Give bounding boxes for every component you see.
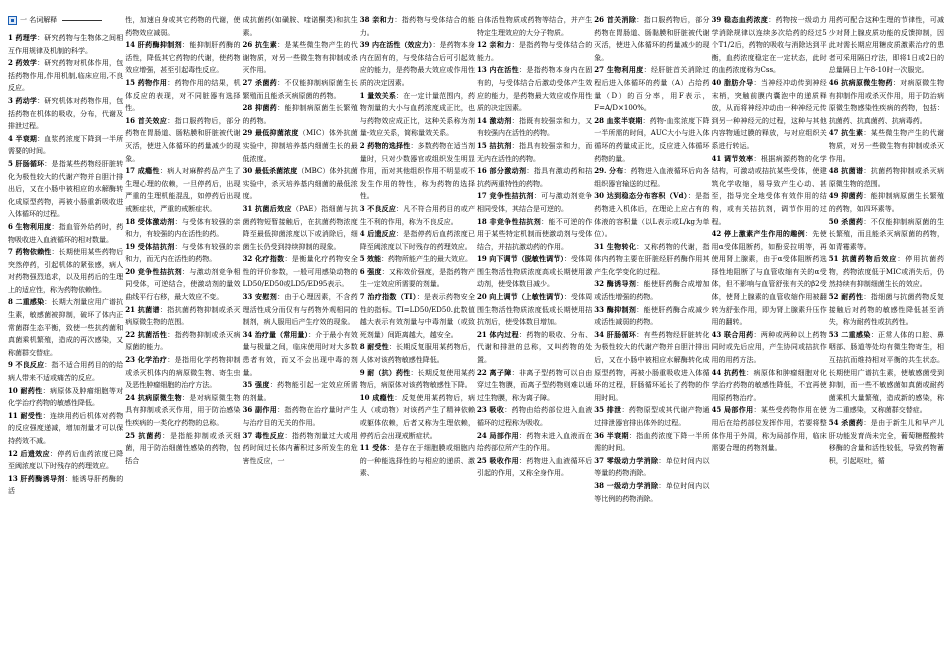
definition-entry xyxy=(360,228,475,253)
definition-term: 31 生物转化 xyxy=(594,241,637,251)
definition-term: 33 酶抑制剂 xyxy=(594,304,637,314)
definition-entry xyxy=(477,190,592,215)
definition-term: 27 杀菌药 xyxy=(242,77,278,87)
definition-entry xyxy=(8,133,123,158)
definition-entry xyxy=(125,77,240,115)
definition-entry xyxy=(243,102,358,127)
definition-term: 28 血浆半衰期 xyxy=(594,115,643,125)
definition-entry xyxy=(829,127,944,165)
definition-text: ：能使肝药酶合成增加或活性增强的药物。 xyxy=(594,280,710,302)
definition-entry xyxy=(243,14,358,39)
definition-entry xyxy=(477,14,592,39)
definition-text: ：能不可逆的作用于某些特定机制而使激动剂与受体结合，并拮抗激动药的作用。 xyxy=(477,217,593,251)
definition-entry xyxy=(360,90,475,140)
definition-entry xyxy=(125,14,240,39)
definition-text: ：能抑制病原菌生长繁殖的药物，如四环素等。 xyxy=(828,192,944,213)
definition-text: 成抗菌药(如磺胺、喹诺酮类)和抗生素。 xyxy=(242,16,358,37)
definition-term: 8 耐受性 xyxy=(359,342,389,352)
definition-text: ：研究药物与生物体之间相互作用规律及机制的科学。 xyxy=(8,34,124,55)
definition-text: ：受体周围生物活性物质浓度低或长期使用拮抗剂后，使受体数目增加。 xyxy=(477,293,593,327)
definition-text: ：与受体有较强的亲和力，而无内在活性的药物。 xyxy=(125,242,241,264)
definition-term: 7 药物依赖性 xyxy=(8,247,52,257)
definition-text: ：反复使用某药物后，病人（或动物）对该药产生了精神依赖或躯体依赖，后者又称为生理依赖，停药后会出现戒断症状。 xyxy=(359,393,475,440)
definition-term: 30 达到稳态分布容积（Vd） xyxy=(594,191,688,201)
definition-term: 19 向下调节（脱敏性调节） xyxy=(477,254,564,264)
definition-term: 18 非竞争性拮抗剂 xyxy=(477,216,542,226)
definition-text: 自体活性物质或药物等结合，并产生特定生理效应的大分子物质。 xyxy=(477,16,593,37)
definition-entry xyxy=(829,329,944,417)
definition-entry xyxy=(360,140,475,203)
definition-term: 9 耐（抗）药性 xyxy=(359,367,411,377)
definition-text: ：受体周围生物活性物质浓度高或长期使用激动剂，使受体数目减少。 xyxy=(477,255,593,289)
definition-text: ：药物所能产生的最大效应。 xyxy=(381,255,473,264)
definition-entry xyxy=(8,57,123,95)
definition-entry xyxy=(829,216,944,254)
definition-text: ：经肝脏首关消除过程后进入体循环的药量（A）占给药量（D）的百分率，用F表示，F=A/D×100%。 xyxy=(594,66,710,113)
definition-text: ：是衡量化疗药物安全性的评价参数，一般可用感染动物的LD50/ED50或LD5/ED95表示。 xyxy=(242,255,358,289)
definition-text: ：指口服药物后，部分药物在胃肠道、肠粘膜和肝脏被代谢灭活，使进入体循环的药量减少的现象。 xyxy=(125,116,241,163)
definition-entry xyxy=(243,203,358,253)
definition-text: ：长期反复服用某药物后，人体对该药物敏感性降低。 xyxy=(359,343,475,365)
definition-entry xyxy=(243,379,358,404)
definition-entry xyxy=(360,442,475,480)
definition-entry xyxy=(477,64,592,114)
definition-entry xyxy=(360,266,475,291)
definition-term: 16 部分激动剂 xyxy=(477,166,527,176)
definition-text: ：单位时间内以等量的药物消除。 xyxy=(594,456,710,478)
definition-term: 53 二重感染 xyxy=(828,329,871,339)
definition-term: 44 抗药性 xyxy=(711,367,747,377)
definition-text: ：能诱导肝药酶的活 xyxy=(8,474,124,496)
definition-text: ：多数药物在适当剂量时，只对少数器官或组织发生明显作用，而对其他组织作用不明显或不发生作用的特性，称为药物的选择性。 xyxy=(359,141,475,201)
definition-text: ：药物未进入血液而在给药部位所产生的作用。 xyxy=(477,431,593,453)
text-column xyxy=(829,14,944,672)
definition-entry xyxy=(829,165,944,190)
definition-entry xyxy=(594,480,709,505)
definition-term: 25 抗菌药 xyxy=(125,430,163,440)
definition-term: 13 肝药酶诱导剂 xyxy=(8,473,65,483)
definition-entry xyxy=(477,455,592,480)
definition-entry xyxy=(8,158,123,221)
definition-text: ：药物作用的结果，机体反应的表现，对不同脏器有选择性。 xyxy=(125,78,241,113)
definition-text: ：研究药物对机体作用，包括药物作用,作用机制,临床应用,不良反应。 xyxy=(8,59,124,93)
definition-entry xyxy=(243,329,358,379)
definition-text: ：非离子型药物可以自由穿过生物膜，而离子型药物则难以通过生物膜，称为离子障。 xyxy=(477,368,593,402)
definition-text: ：是对病原微生物具有抑制或杀灭作用，用于防治感染性疾病的一类化疗药物的总称。 xyxy=(125,393,241,427)
definition-text: ：指具有较强亲和力，而无内在活性的药物。 xyxy=(477,141,593,163)
definition-text: ：不仅能抑制病原菌生长繁殖而且能杀灭病原菌的药物。 xyxy=(242,78,358,100)
definition-text: ：能使肝药酶合成减少或活性减弱的药物。 xyxy=(594,305,710,327)
definition-text: ：是指药物与受体结合的能力。 xyxy=(477,41,593,62)
text-column xyxy=(594,14,709,672)
definition-text: ：药物-血浆浓度下降一半所需的时间，AUC大小与进入体循环的药量成正比，反应进入体循环药物的量。 xyxy=(594,116,710,163)
definition-entry xyxy=(594,278,709,303)
definition-term: 32 酶诱导剂 xyxy=(594,279,637,289)
definition-entry xyxy=(125,266,240,304)
definition-entry xyxy=(8,95,123,133)
definition-text: ：药物原型或其代谢产物通过排泄器官排出体外的过程。 xyxy=(594,406,710,427)
definition-term: 10 耐药性 xyxy=(8,385,43,395)
text-column xyxy=(477,14,592,672)
definition-term: 52 耐药性 xyxy=(828,292,864,302)
definition-text: ：指细菌与抗菌药物反复接触后对药物的敏感性降低甚至消失，称为耐药性或抗药性。 xyxy=(828,293,944,327)
definition-entry xyxy=(594,241,709,279)
definition-term: 11 耐受性 xyxy=(8,410,43,420)
definition-term: 21 体内过程 xyxy=(477,329,519,339)
definition-term: 10 成瘾性 xyxy=(359,392,395,402)
definition-entry xyxy=(360,392,475,442)
definition-term: 15 药物作用 xyxy=(125,77,168,87)
definition-text: ：药物按一级动力学消除规律以连续多次给药的经过5个T1/2后，药物的吸收与消除达到平衡，血药浓度稳定在一定状态，此时的血药浓度称为Css。 xyxy=(711,16,827,75)
definition-text: ：连续用药后机体对药物的反应强度递减，增加剂量才可以保持药效不减。 xyxy=(8,411,124,445)
definition-term: 34 肝肠循环 xyxy=(594,329,637,339)
definition-term: 35 排泄 xyxy=(594,405,622,415)
definition-term: 5 效能 xyxy=(359,254,382,264)
definition-term: 46 抗病原微生物药 xyxy=(828,77,893,87)
text-column xyxy=(125,14,240,672)
definition-text: ：能抑制病原菌生长繁殖的药物。 xyxy=(242,104,358,125)
definition-term: 3 药动学 xyxy=(8,95,38,105)
definition-text: ：又称药物的代谢，指体内药物主要在肝脏经肝药酶作用其产生化学变化的过程。 xyxy=(594,242,710,276)
definition-entry xyxy=(125,241,240,266)
definition-term: 24 局部作用 xyxy=(477,430,519,440)
definition-term: 20 竞争性拮抗剂 xyxy=(125,266,182,276)
definition-entry xyxy=(829,190,944,215)
definition-term: 34 治疗量（常用量） xyxy=(242,329,309,339)
definition-text: ：是某些微生物产生的代谢物质，对另一些微生物有抑制或杀灭作用。 xyxy=(242,41,358,75)
definition-term: 41 调节效率 xyxy=(711,153,754,163)
definition-text: ：在一定计量范围内，药物剂量的大小与血药浓度成正比，也与药物效应成正比，这种关系称为剂量-效应关系，简称量效关系。 xyxy=(359,91,475,138)
definition-term: 27 生物利用度 xyxy=(594,65,644,75)
definition-text: ：是药物本身内在固有的，与受体结合后可引起效应的能力，是药物最大效应或作用性质的决定因素。 xyxy=(359,41,475,87)
definition-term: 7 治疗指数（TI） xyxy=(359,292,417,302)
definition-entry xyxy=(243,404,358,429)
definition-entry xyxy=(712,228,827,329)
heading-underline xyxy=(62,20,102,21)
definition-entry xyxy=(829,14,944,77)
definition-text: ：病原体和肿瘤细胞对化学治疗药物的敏感性降低，不宜再使用原药物治疗。 xyxy=(711,368,827,402)
definition-text: ：指抗菌药物抑制或杀灭病原微生物的范围。 xyxy=(125,305,241,327)
definition-term: 6 生物利用度 xyxy=(8,221,52,231)
definition-entry xyxy=(712,329,827,367)
definition-term: 16 首关效应 xyxy=(125,115,168,125)
definition-text: ：指药物与受体结合的能力。 xyxy=(359,16,475,37)
definition-entry xyxy=(125,354,240,392)
definition-entry xyxy=(8,246,123,296)
definition-term: 1 量效关系 xyxy=(359,90,397,100)
definition-text: ：长期大剂量应用广谱抗生素，敏感菌被抑制，破坏了体内正常菌群生态平衡，致使一些抗药菌和真菌乘机繁殖，造成的再次感染，又称菌群交替症。 xyxy=(8,298,124,357)
definition-entry xyxy=(477,291,592,329)
definition-entry xyxy=(594,190,709,240)
definition-text: ：药物进入血液循环后向各组织器官输送的过程。 xyxy=(594,167,710,188)
definition-text: ：某些受药物作用在使用后在给药部位发挥作用，若要将整体作用于外周，称为局部作用，临床需要合理的药物剂量。 xyxy=(711,406,827,453)
definition-entry xyxy=(477,430,592,455)
definition-entry xyxy=(594,64,709,114)
definition-term: 23 吸收 xyxy=(477,405,505,415)
definition-entry xyxy=(477,39,592,64)
definition-term: 31 抗菌后效应 xyxy=(242,203,292,213)
definition-text: ：是指某些药物经肝脏转化为极性较大的代谢产物并自胆汁排出后，又在小肠中被相应的水解酶转化成原型药物，再被小肠重新吸收进入体循环的过程。 xyxy=(8,159,124,219)
definition-term: 54 杀菌药 xyxy=(828,418,864,427)
definition-entry xyxy=(594,14,709,64)
definition-term: 25 吸收作用 xyxy=(477,455,519,465)
definition-entry xyxy=(360,14,475,39)
definition-text: ：药物能引起一定效应所需的剂量。 xyxy=(242,381,358,402)
definition-text: ：指不适合用药目的的给病人带来不适或痛苦的反应。 xyxy=(8,361,124,383)
definition-entry xyxy=(8,385,123,410)
definition-term: 38 亲和力 xyxy=(359,15,395,24)
definition-text: ：药物的吸收、分布、代谢和排泄的总称，又叫药物的处置。 xyxy=(477,330,593,365)
definition-text: ：是指能抑制或杀灭细菌，用于防治细菌性感染的药物，包括合 xyxy=(125,431,241,465)
definition-term: 35 强度 xyxy=(242,380,270,390)
definition-term: 48 抗菌谱 xyxy=(828,166,864,176)
definition-entry xyxy=(712,77,827,153)
definition-entry xyxy=(360,203,475,228)
definition-text: ：不仅能抑制病原菌的生长繁殖，而且能杀灭病原菌的药物，如青霉素等。 xyxy=(828,217,944,251)
definition-term: 26 首关消除 xyxy=(594,15,637,24)
definition-term: 12 亲和力 xyxy=(477,40,512,50)
definition-text: ：是存在于细胞膜或细胞内的一种能选择性的与相应的递质、激素、 xyxy=(359,444,475,478)
definition-term: 33 安慰剂 xyxy=(242,292,278,302)
definition-entry xyxy=(243,77,358,102)
definition-term: 11 受体 xyxy=(359,443,388,453)
definition-text: 用药可配合这种生理的节律性，可减少对肾上腺皮质功能的反馈抑制，因此对需长期应用糖皮质激素治疗的患者可采用隔日疗法，即将1日或2日的总量隔日上午8-10时一次服完。 xyxy=(828,16,944,75)
definition-text: ：研究机体对药物作用，包括药物在机体的吸收，分布，代谢及排泄过程。 xyxy=(8,96,124,131)
definition-entry xyxy=(243,39,358,77)
definition-text: ：是指药物进入机体后，在理论上应占有的体液的容积量（以L表示或L/kg为单位）。 xyxy=(594,192,710,239)
definition-entry xyxy=(360,39,475,89)
definition-text: ：是指停药后血药浓度已降至阈浓度以下时残存的药理效应。 xyxy=(359,230,475,251)
section-heading xyxy=(8,14,123,26)
definition-entry xyxy=(829,253,944,291)
definition-text: ：当神经冲动传到神经末梢，突触前膜内囊泡中的递质释放，从而将神经冲动由一种神经元传到另一种神经元的过程，这种与其他内容物通过膜的释放，与对应组织关系进行转运。 xyxy=(711,78,827,150)
definition-entry xyxy=(594,404,709,429)
definition-text: （MBC）体外抗菌实验中，杀灭培养基内细菌的最低浓度。 xyxy=(242,167,358,201)
definition-entry xyxy=(125,115,240,165)
definition-entry xyxy=(712,14,827,77)
definition-entry xyxy=(125,216,240,241)
definition-entry xyxy=(8,296,123,359)
definition-term: 26 抗生素 xyxy=(242,40,278,50)
definition-entry xyxy=(594,430,709,455)
definition-entry xyxy=(829,291,944,329)
definition-text: ：药物由给药部位进入血液循环的过程称为吸收。 xyxy=(477,406,593,427)
definition-text: ：指药物剂量过大或用药时间过长体内蓄积过多所发生的危害性反应，一 xyxy=(242,431,358,465)
definition-term: 20 向上调节（上敏性调节） xyxy=(477,292,564,302)
definition-entry xyxy=(243,127,358,165)
definition-entry xyxy=(360,253,475,266)
definition-term: 51 抗菌药物后效应 xyxy=(828,254,898,264)
definition-entry xyxy=(594,455,709,480)
definition-term: 9 不良反应 xyxy=(8,360,45,370)
definition-text: ：病原体及肿瘤细胞等对化学治疗药物的敏感性降低。 xyxy=(8,386,124,408)
definition-term: 8 二重感染 xyxy=(8,297,45,307)
definition-entry xyxy=(243,430,358,468)
definition-text: ：病人对麻醉药品产生了生理心理的依赖，一旦停药后，出现严重的生理机能混乱，如停药后出现戒断症状，严重的戒断症状。 xyxy=(125,167,241,213)
definition-text: ：抗菌药物抑制或杀灭病原微生物的范围。 xyxy=(828,167,944,188)
definition-text: （MIC）体外抗菌实验中，抑制培养基内细菌生长的最低浓度。 xyxy=(242,129,358,163)
definition-term: 50 杀菌药 xyxy=(828,216,864,226)
heading-marker-icon xyxy=(8,16,17,25)
definition-text: ：有些药物经肝脏转化为极性较大的代谢产物并自胆汁排出后，又在小肠中被相应水解酶转化成原型药物，再被小肠重吸收进入体循环的过程，肝肠循环延长了药物的作用时间。 xyxy=(594,330,710,402)
definition-term: 39 内在活性（效应力） xyxy=(359,40,433,50)
definition-term: 17 成瘾性 xyxy=(125,166,160,176)
definition-entry xyxy=(712,367,827,405)
definition-term: 42 停上激素产生作用的趣例 xyxy=(711,229,806,239)
definition-term: 17 竞争性拮抗剂 xyxy=(477,191,534,201)
text-column xyxy=(360,14,475,672)
definition-term: 30 最低杀菌浓度 xyxy=(242,166,298,176)
definition-text: ：凡不符合用药目的或产生不利的作用，称为不良反应。 xyxy=(359,204,475,226)
definition-term: 21 抗菌谱 xyxy=(125,304,160,314)
text-column xyxy=(8,14,123,672)
definition-term: 22 离子障 xyxy=(477,367,512,377)
definition-entry xyxy=(594,304,709,329)
definition-term: 38 一级动力学消除 xyxy=(594,480,659,490)
definition-entry xyxy=(594,329,709,405)
definition-entry xyxy=(8,473,123,498)
definition-text: ：指具有激动药和拮抗药两重特性的药物。 xyxy=(477,167,593,188)
definition-text: ：根据病源药物的化学结构，可激动或拮抗某些受体，使建筑化学收缩，易导致产生心动、甚至，指导完全地受体有效作用的结构，或有关拮抗剂，调节作用的过程。 xyxy=(711,154,827,226)
definition-entry xyxy=(477,140,592,165)
definition-entry xyxy=(594,165,709,190)
definition-term: 36 半衰期 xyxy=(594,430,629,440)
definition-entry xyxy=(125,304,240,329)
definition-term: 18 受体激动剂 xyxy=(125,216,175,226)
definition-term: 12 后遗效应 xyxy=(8,448,50,458)
definition-term: 14 激动剂 xyxy=(477,115,512,125)
definition-entry xyxy=(477,404,592,429)
definition-text: ：长期反复使用某药物后，病原体对该药物敏感性下降。 xyxy=(359,368,475,390)
definition-entry xyxy=(8,221,123,246)
definition-entry xyxy=(477,367,592,405)
definition-text: ：是指药物本身内在固有的，与受体结合后激动受体产生效应的能力，是药物最大效应或作用性质的决定因素。 xyxy=(477,66,593,113)
definition-term: 5 肝肠循环 xyxy=(8,158,45,168)
definition-entry xyxy=(8,448,123,473)
definition-text: ：正常人体的口腔、鼻咽部、肠道等处均有微生物寄生，相互拮抗而维持相对平衡的共生状态。长期使用广谱抗生素，使敏感菌受到抑制，而一些不敏感菌如真菌或耐药菌乘机大量繁殖，造成新的感染，称为二重感染，又称菌群交替症。 xyxy=(828,330,944,415)
definition-term: 32 化疗指数 xyxy=(242,254,285,264)
definition-text: 性，加速自身或其它药物的代谢，使药物效应减弱。 xyxy=(125,16,241,37)
definition-entry xyxy=(360,341,475,366)
definition-entry xyxy=(8,359,123,384)
definition-text: ：停用抗菌药物，药物浓度低于MIC或消失后，仍然持续有抑制细菌生长的效应。 xyxy=(828,255,944,289)
definition-text: ：先使用α受体阻断药，如酚妥拉明等，再使用肾上腺素，由于α受体阻断药选择性地阻断了与血管收缩有关的α受体，但不影响与血管舒张有关的β2受体，使肾上腺素的血管收缩作用被翻转为舒张作用，即为肾上腺素升压作用的翻转。 xyxy=(711,230,827,327)
definition-entry xyxy=(243,165,358,203)
text-column xyxy=(243,14,358,672)
definition-text: ：药物进入血液循环后引起的作用，又称全身作用。 xyxy=(477,456,593,478)
definition-text: ：是指用化学药物抑制或杀灭机体内的病原微生物、寄生虫及恶性肿瘤细胞的治疗方法。 xyxy=(125,356,241,390)
definition-entry xyxy=(125,165,240,215)
definition-term: 37 零级动力学消除 xyxy=(594,455,659,465)
definition-text: ：又称效价强度，是指药物产生一定效应所需要的剂量。 xyxy=(359,267,475,289)
definition-text: ：与受体有较强的亲和力，有较强的内在活性的药。 xyxy=(125,217,241,239)
definition-entry xyxy=(8,410,123,448)
definition-entry xyxy=(125,39,240,77)
definition-text: ：停药后血药浓度已降至阈浓度以下时残存的药理效应。 xyxy=(8,449,124,471)
definition-entry xyxy=(360,291,475,341)
definition-term: 45 局部作用 xyxy=(711,405,754,415)
definition-entry xyxy=(829,77,944,127)
definition-term: 3 不良反应 xyxy=(359,203,397,213)
definition-term: 4 半衰期 xyxy=(8,133,38,143)
definition-text: ：长期使用某些药物后突然停药，引起机体的紧张感，病人对药物强烈追求，以及用药后的生理上的适应性，称为药物依赖性。 xyxy=(8,248,124,294)
definition-term: 6 强度 xyxy=(359,266,382,276)
definition-entry xyxy=(477,115,592,140)
definition-text: ：指药物抑制或杀灭病原菌的能力。 xyxy=(125,330,241,352)
definition-text: ：是表示药物安全性的指标。TI=LD50/ED50.此数值越大表示有效剂量与中毒剂量（或致死剂量）间距离越大，越安全。 xyxy=(359,293,475,339)
definition-entry xyxy=(477,165,592,190)
definition-term: 36 副作用 xyxy=(242,405,278,415)
definition-term: 39 稳态血药浓度 xyxy=(711,15,769,24)
definition-text: ：由于心理因素，不含药理活性成分而仅有与药物外观相同的制剂，病人服用后产生疗效的现象。 xyxy=(242,293,358,327)
definition-entry xyxy=(477,216,592,254)
definition-term: 15 拮抗剂 xyxy=(477,140,512,150)
definition-term: 4 后遗反应 xyxy=(359,229,397,239)
definition-term: 24 抗病原微生物 xyxy=(125,392,182,402)
definition-entry xyxy=(125,430,240,468)
definition-term: 37 毒性反应 xyxy=(242,430,285,440)
definition-text: ：能抑制肝药酶的活性，降低其它药物的代谢，使药物效应增强，甚至引起毒性反应。 xyxy=(125,41,241,75)
definition-text: ：指既有较强亲和力，又有较强内在活性的药物。 xyxy=(477,116,593,138)
definition-text: ：与激动剂竞争相同受体，可逆结合，使激动剂的量效曲线平行右移，最大效应不变。 xyxy=(125,267,241,302)
definition-text: ：指口服药物后，部分药物在胃肠道、肠黏膜和肝脏被代谢灭活，使进入体循环的药量减少的现象。 xyxy=(594,16,710,62)
definition-entry xyxy=(712,153,827,229)
definition-entry xyxy=(829,417,944,467)
definition-term: 29 最低抑菌浓度 xyxy=(242,128,299,138)
definition-entry xyxy=(360,367,475,392)
definition-term: 28 抑菌药 xyxy=(242,103,278,113)
definition-term: 2 药物的选择性 xyxy=(359,140,411,150)
definition-text: ：某些微生物产生的代谢物质，对另一些微生物有抑制或杀灭作用。 xyxy=(828,129,944,163)
definition-term: 14 肝药酶抑制剂 xyxy=(125,40,182,50)
section-heading-text: 一 名词解释 xyxy=(20,16,58,24)
definition-text: ：对病原微生物有抑制作用或杀灭作用，用于防治病原微生物感染性疾病的药物，包括：抗菌药、抗真菌药、抗病毒药。 xyxy=(828,78,944,125)
definition-text: ：两种或两种以上药物同时或先后应用，产生协同或拮抗作用的用药方法。 xyxy=(711,330,827,365)
definition-text: ：单位时间内以等比例的药物消除。 xyxy=(594,481,710,503)
definition-text: ：可与激动剂竞争相同受体，其结合是可逆的。 xyxy=(477,192,593,213)
definition-text: ：指血管外给药时，药物吸收进入血液循环的相对数量。 xyxy=(8,222,124,244)
definition-term: 19 受体拮抗剂 xyxy=(125,241,175,251)
definition-text: ：血浆药浓度下降到一半所需要的时间。 xyxy=(8,134,124,156)
definition-entry xyxy=(594,115,709,165)
definition-term: 29. 分布 xyxy=(594,166,624,176)
definition-term: 43 联合用药 xyxy=(711,329,754,339)
definition-text: （PAE）指细菌与抗菌药物短暂接触后，在抗菌药物浓度降至最低抑菌浓度以下或消除后，细菌生长仍受到持续抑制的现象。 xyxy=(242,204,358,251)
definition-entry xyxy=(125,329,240,354)
definition-term: 49 抑菌药 xyxy=(828,191,864,201)
definition-term: 40 脂肪介导 xyxy=(711,77,754,87)
definition-term: 1 药理学 xyxy=(8,33,38,42)
definition-text: ：指药物在治疗量时产生与治疗目的无关的作用。 xyxy=(242,406,358,427)
definition-text: ：是由于新生儿和早产儿肝功能发育尚未完全，葡萄糖醛酸转移酶的含量和活性较低，导致药物蓄积，引起呕吐，循 xyxy=(828,419,944,465)
definition-entry xyxy=(8,32,123,57)
definition-entry xyxy=(712,404,827,454)
definition-entry xyxy=(125,392,240,430)
definition-entry xyxy=(477,329,592,367)
definition-term: 22 抗菌活性 xyxy=(125,329,168,339)
definition-term: 23 化学治疗 xyxy=(125,355,168,365)
definition-entry xyxy=(243,253,358,291)
definition-term: 13 内在活性 xyxy=(477,65,519,75)
definition-text: ：指血药浓度下降一半所需的时间。 xyxy=(594,431,710,453)
text-column xyxy=(712,14,827,672)
definition-term: 47 抗生素 xyxy=(828,128,864,138)
definition-entry xyxy=(477,253,592,291)
definition-text: ：介于最小有效量与极量之间，临床使用时对大多数患者有效，而又不会出现中毒的剂量。 xyxy=(242,330,358,377)
definition-entry xyxy=(243,291,358,329)
definition-term: 2 药效学 xyxy=(8,58,38,68)
